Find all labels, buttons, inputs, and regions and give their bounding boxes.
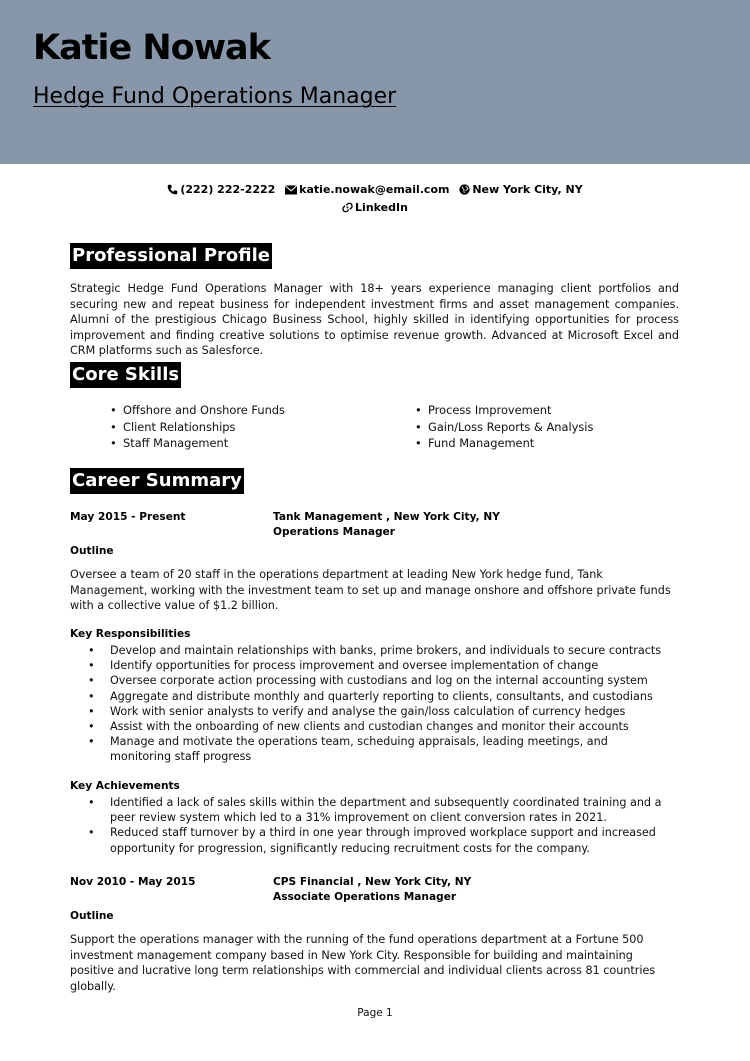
list-item: • Identified a lack of sales skills within the department and subsequently coordinated training and a peer review system which led to a 31% improvement on client conversion rates in 2021.: [88, 795, 668, 825]
location-text: New York City, NY: [472, 183, 583, 196]
candidate-title: Hedge Fund Operations Manager: [33, 84, 397, 109]
job-company: Tank Management , New York City, NY: [273, 511, 500, 523]
list-item: • Identify opportunities for process improvement and oversee implementation of change: [88, 658, 668, 673]
list-item: • Aggregate and distribute monthly and quarterly reporting to clients, consultants, and custodians: [88, 689, 668, 704]
list-item: • Reduced staff turnover by a third in one year through improved workplace support and increased opportunity for progression, significantly reducing recruitment costs for the company.: [88, 825, 668, 855]
skill-item: • Process Improvement: [415, 402, 593, 419]
link-icon: [342, 202, 353, 213]
outline-label: Outline: [70, 910, 114, 922]
section-heading-skills: Core Skills: [70, 362, 181, 388]
list-item: • Develop and maintain relationships with banks, prime brokers, and individuals to secure contracts: [88, 643, 668, 658]
candidate-name: Katie Nowak: [33, 28, 270, 68]
skill-item: • Offshore and Onshore Funds: [110, 402, 285, 419]
contact-row-2: [0, 201, 750, 214]
phone-icon: [167, 184, 178, 195]
list-item: • Assist with the onboarding of new clients and custodian changes and monitor their accounts: [88, 719, 668, 734]
list-item: • Work with senior analysts to verify and analyse the gain/loss calculation of currency hedges: [88, 704, 668, 719]
header-banner: [0, 0, 750, 164]
achievements-label: Key Achievements: [70, 780, 180, 792]
skills-column-left: [110, 402, 285, 452]
envelope-icon: [285, 185, 297, 195]
linkedin-link: LinkedIn: [355, 201, 408, 214]
email-address: katie.nowak@email.com: [299, 183, 450, 196]
skill-item: • Staff Management: [110, 435, 285, 452]
globe-icon: [459, 184, 470, 195]
outline-label: Outline: [70, 545, 114, 557]
job-role: Operations Manager: [273, 526, 396, 538]
job-company: CPS Financial , New York City, NY: [273, 876, 472, 888]
list-item: • Manage and motivate the operations team, scheduing appraisals, leading meetings, and monitoring staff progress: [88, 734, 668, 764]
job-outline: Oversee a team of 20 staff in the operations department at leading New York hedge fund, Tank Management, working with the investment team to set up and manage onshore and offshore private funds with a collective value of $1.2 billion.: [70, 568, 671, 612]
section-heading-career: Career Summary: [70, 468, 244, 494]
skill-item: • Fund Management: [415, 435, 593, 452]
skill-item: • Client Relationships: [110, 419, 285, 436]
phone-number: (222) 222-2222: [180, 183, 276, 196]
job-role: Associate Operations Manager: [273, 891, 457, 903]
contact-linkedin[interactable]: [342, 201, 408, 214]
skills-column-right: [415, 402, 593, 452]
list-item: • Oversee corporate action processing with custodians and log on the internal accounting system: [88, 673, 668, 688]
responsibilities-list: [88, 643, 668, 765]
contact-phone: [167, 183, 275, 196]
job-dates: Nov 2010 - May 2015: [70, 876, 196, 888]
achievements-list: [88, 795, 668, 856]
contact-row: [0, 183, 750, 196]
page-number: Page 1: [357, 1007, 393, 1019]
job-dates: May 2015 - Present: [70, 511, 186, 523]
profile-text: Strategic Hedge Fund Operations Manager with 18+ years experience managing client portfolios and securing new and repeat business for independent investment firms and asset management companies. Alumni of the prestigious Chicago Business School, highly skilled in identifying opportunities for process improvement and finding creative solutions to optimise revenue growth. Advanced at Microsoft Excel and CRM platforms such as Salesforce.: [70, 282, 679, 357]
section-heading-profile: Professional Profile: [70, 243, 272, 269]
contact-email[interactable]: [285, 183, 449, 196]
skill-item: • Gain/Loss Reports & Analysis: [415, 419, 593, 436]
contact-location: [459, 183, 582, 196]
job-outline: Support the operations manager with the running of the fund operations department at a Fortune 500 investment management company based in New York City. Responsible for building and maintaining positive and lucrative long term relationships with commercial and individual clients across 81 countries globally.: [70, 933, 656, 993]
responsibilities-label: Key Responsibilities: [70, 628, 191, 640]
